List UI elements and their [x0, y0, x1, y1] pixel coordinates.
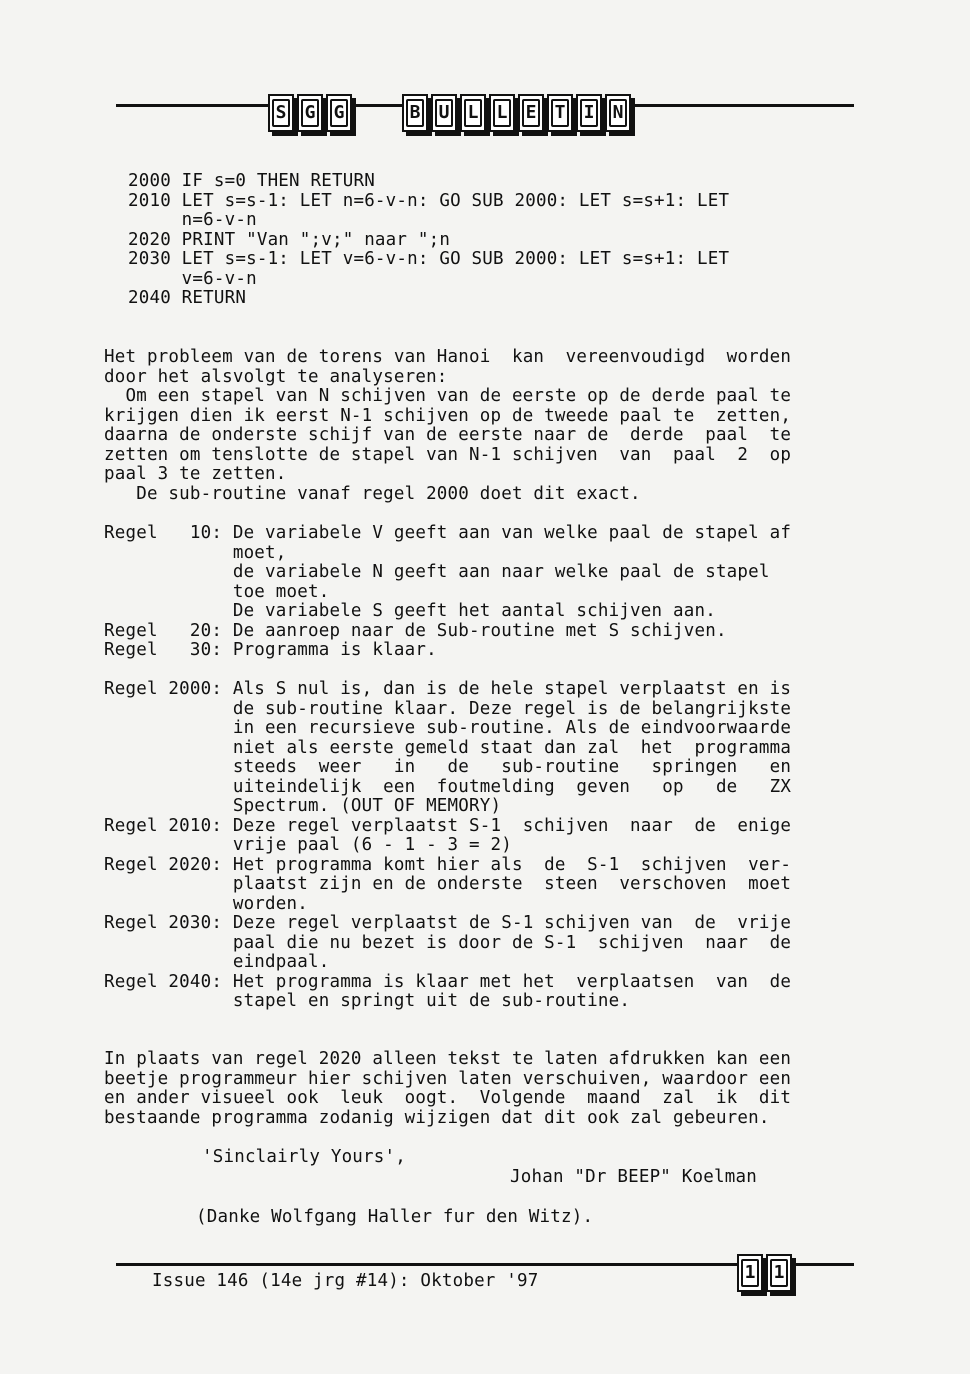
logo-letter: G [297, 94, 323, 132]
logo-letter: N [605, 94, 631, 132]
code-listing: 2000 IF s=0 THEN RETURN 2010 LET s=s-1: LET n=6-v-n: GO SUB 2000: LET s=s+1: LET n=6-v-n 2020 PRINT "Van ";v;" naar ";n 2030 LET s=s-1: LET v=6-v-n: GO SUB 2000: LET s=s+1: LET v=6-v-n 2040 RETURN [128, 171, 730, 308]
logo-letter: U [431, 94, 457, 132]
page-number [737, 1254, 792, 1292]
line-explanations: Regel 10: De variabele V geeft aan van welke paal de stapel af moet, de variabele N geeft aan naar welke paal de stapel toe moet. De variabele S geeft het aantal schijven aan. Regel 20: De aanroep naar de Sub-routine met S schijven. Regel 30: Programma is klaar. Regel 2000: Als S nul is, dan is de hele stapel verplaatst en is de sub-routine klaar. Deze regel is de belangrijkste in een recursieve sub-routine. Als de eindvoorwaarde niet als eerste gemeld staat dan zal het programma steeds weer in de sub-routine springen en uiteindelijk een foutmelding geven op de ZX Spectrum. (OUT OF MEMORY) Regel 2010: Deze regel verplaatst S-1 schijven naar de enige vrije paal (6 - 1 - 3 = 2) Regel 2020: Het programma komt hier als de S-1 schijven ver- plaatst zijn en de onderste steen verschoven moet worden. Regel 2030: Deze regel verplaatst de S-1 schijven van de vrije paal die nu bezet is door de S-1 schijven naar de eindpaal. Regel 2040: Het programma is klaar met het verplaatsen van de stapel en springt uit de sub-routine. [104, 523, 792, 1011]
closing-paragraph: In plaats van regel 2020 alleen tekst te laten afdrukken kan een beetje programmeur hier schijven laten verschuiven, waardoor een en ander visueel ook leuk oogt. Volgende maand zal ik dit bestaande programma zodanig wijzigen dat dit ook zal gebeuren. [104, 1049, 792, 1128]
logo-letter: G [326, 94, 352, 132]
issue-line: Issue 146 (14e jrg #14): Oktober '97 [152, 1271, 539, 1291]
logo-letter: E [518, 94, 544, 132]
logo-letter: I [576, 94, 602, 132]
thanks-line: (Danke Wolfgang Haller fur den Witz). [196, 1207, 594, 1227]
logo-letter: L [460, 94, 486, 132]
logo-letter: S [268, 94, 294, 132]
author-name: Johan "Dr BEEP" Koelman [510, 1167, 757, 1187]
page-digit: 1 [737, 1254, 763, 1292]
page-digit: 1 [766, 1254, 792, 1292]
logo-letter: T [547, 94, 573, 132]
logo-bulletin [402, 94, 631, 132]
logo-letter: L [489, 94, 515, 132]
logo-letter: B [402, 94, 428, 132]
intro-paragraph: Het probleem van de torens van Hanoi kan vereenvoudigd worden door het alsvolgt te analyseren: Om een stapel van N schijven van de eerste op de derde paal te krijgen dien ik eerst N-1 schijven op de tweede paal te zetten, daarna de onderste schijf van de eerste naar de derde paal te zetten om tenslotte de stapel van N-1 schijven van paal 2 op paal 3 te zetten. De sub-routine vanaf regel 2000 doet dit exact. [104, 347, 792, 504]
signoff: 'Sinclairly Yours', [202, 1147, 406, 1167]
logo-sgg [268, 94, 352, 132]
